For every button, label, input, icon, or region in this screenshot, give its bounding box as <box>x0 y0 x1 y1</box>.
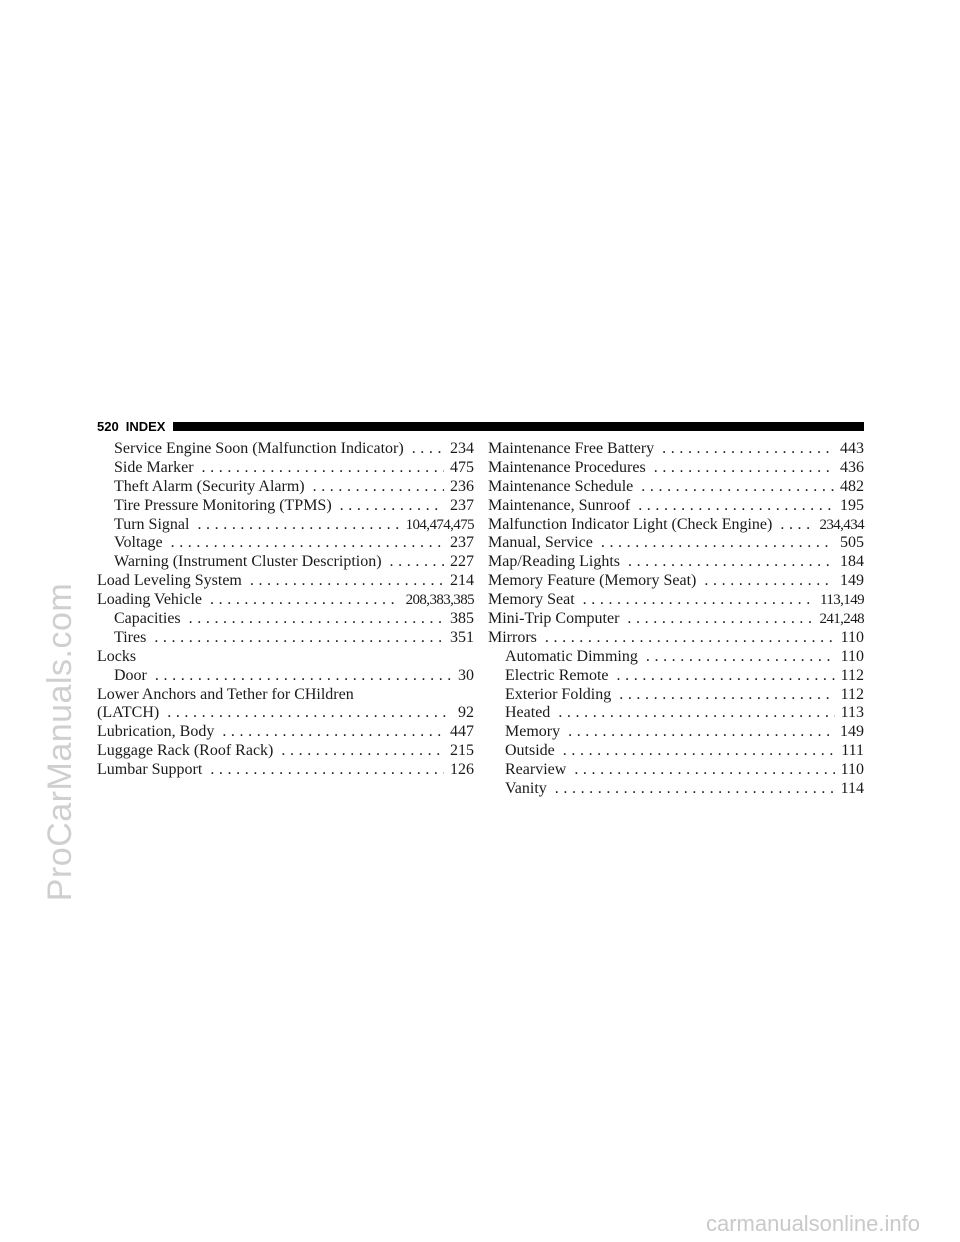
dot-leader <box>627 610 813 629</box>
index-term: Maintenance Free Battery <box>488 440 655 457</box>
index-term: Luggage Rack (Roof Rack) <box>97 742 274 760</box>
index-entry <box>488 742 864 761</box>
index-term: Door <box>114 666 147 684</box>
index-page-ref: 443 <box>840 440 864 457</box>
index-page-ref: 30 <box>458 666 474 684</box>
index-page-ref: 436 <box>840 458 864 476</box>
dot-leader <box>601 534 834 553</box>
index-term: Theft Alarm (Security Alarm) <box>114 477 305 495</box>
dot-leader <box>197 516 399 535</box>
index-page-ref: 195 <box>840 496 864 514</box>
index-entry <box>97 667 474 686</box>
index-entry <box>488 723 864 742</box>
index-term: Maintenance Procedures <box>488 458 646 476</box>
index-entry <box>488 667 864 686</box>
index-column-left <box>97 440 474 780</box>
dot-leader <box>210 591 400 610</box>
index-entry <box>488 497 864 516</box>
dot-leader <box>313 478 444 497</box>
index-term: Automatic Dimming <box>505 647 638 665</box>
dot-leader <box>390 553 444 572</box>
index-term: Side Marker <box>114 458 194 476</box>
index-page-ref: 214 <box>450 572 474 590</box>
dot-leader <box>202 459 444 478</box>
dot-leader <box>563 742 835 761</box>
index-entry <box>488 478 864 497</box>
dot-leader <box>250 572 444 591</box>
index-entry <box>488 440 864 459</box>
index-page-ref: 208,383,385 <box>405 592 474 609</box>
index-page-ref: 149 <box>840 572 864 590</box>
dot-leader <box>568 723 834 742</box>
index-term: Electric Remote <box>505 666 609 684</box>
index-entry <box>488 591 864 610</box>
index-page-ref: 126 <box>450 761 474 779</box>
index-term: Mirrors <box>488 628 537 646</box>
dot-leader <box>780 516 813 535</box>
index-entry <box>97 440 474 459</box>
index-term: Turn Signal <box>114 515 190 533</box>
index-entry <box>488 610 864 629</box>
dot-leader <box>619 686 834 705</box>
index-term: Tire Pressure Monitoring (TPMS) <box>114 496 332 514</box>
index-entry <box>97 534 474 553</box>
index-page-ref: 234 <box>450 440 474 457</box>
index-page-ref: 110 <box>840 628 864 646</box>
index-page-ref: 236 <box>450 477 474 495</box>
index-entry <box>488 704 864 723</box>
index-page-ref: 112 <box>840 666 864 684</box>
index-entry <box>97 648 474 667</box>
dot-leader <box>340 497 444 516</box>
index-term: Maintenance, Sunroof <box>488 496 631 514</box>
footer-watermark: carmanualsonline.info <box>705 1211 920 1236</box>
index-term: Lower Anchors and Tether for CHildren <box>97 685 354 703</box>
index-entry <box>97 572 474 591</box>
index-page-ref: 234,434 <box>819 516 864 533</box>
dot-leader <box>222 723 444 742</box>
index-page-ref: 149 <box>840 723 864 741</box>
index-page-ref: 110 <box>840 647 864 665</box>
index-term: Memory Feature (Memory Seat) <box>488 572 697 590</box>
dot-leader <box>545 629 835 648</box>
dot-leader <box>638 497 834 516</box>
index-entry <box>488 648 864 667</box>
index-page-ref: 113,149 <box>820 592 864 609</box>
index-entry <box>97 591 474 610</box>
index-entry <box>488 516 864 535</box>
header-rule <box>173 422 864 431</box>
dot-leader <box>555 780 835 799</box>
index-term: Rearview <box>505 761 567 779</box>
index-term: Maintenance Schedule <box>488 477 634 495</box>
index-page-ref: 110 <box>840 761 864 779</box>
index-page-ref: 505 <box>840 534 864 552</box>
index-entry <box>488 629 864 648</box>
dot-leader <box>646 648 835 667</box>
dot-leader <box>617 667 835 686</box>
index-term: Lubrication, Body <box>97 723 215 741</box>
index-entry <box>488 686 864 705</box>
index-term: (LATCH) <box>97 704 160 722</box>
index-page-ref: 482 <box>840 477 864 495</box>
index-term: Memory Seat <box>488 591 575 609</box>
index-page-ref: 92 <box>458 704 474 722</box>
index-term: Locks <box>97 647 137 665</box>
index-entry <box>488 780 864 799</box>
page-header <box>97 417 864 435</box>
index-term: Tires <box>114 628 147 646</box>
page-number: 520 <box>97 418 119 434</box>
index-term: Map/Reading Lights <box>488 553 620 571</box>
index-entry <box>97 516 474 535</box>
index-entry <box>97 761 474 780</box>
index-term: Voltage <box>114 534 163 552</box>
index-page-ref: 184 <box>840 553 864 571</box>
index-page-ref: 112 <box>840 685 864 703</box>
index-entry <box>488 459 864 478</box>
dot-leader <box>210 761 444 780</box>
dot-leader <box>558 704 834 723</box>
index-term: Lumbar Support <box>97 761 203 779</box>
index-term: Outside <box>505 742 555 760</box>
index-page-ref: 114 <box>840 780 864 798</box>
section-title: INDEX <box>125 418 166 434</box>
index-entry <box>488 534 864 553</box>
watermark-text: ProCarManuals.com <box>40 582 79 902</box>
dot-leader <box>412 440 444 459</box>
index-entry <box>97 478 474 497</box>
dot-leader <box>167 704 452 723</box>
dot-leader <box>628 553 834 572</box>
index-page-ref: 237 <box>450 534 474 552</box>
index-page-ref: 111 <box>841 742 864 760</box>
dot-leader <box>155 667 452 686</box>
dot-leader <box>654 459 834 478</box>
dot-leader <box>171 534 444 553</box>
index-entry <box>97 497 474 516</box>
index-entry <box>97 723 474 742</box>
index-page-ref: 104,474,475 <box>405 516 474 533</box>
index-page-ref: 385 <box>450 610 474 628</box>
dot-leader <box>662 440 834 459</box>
index-entry <box>97 704 474 723</box>
index-page-ref: 215 <box>450 742 474 760</box>
index-page-ref: 241,248 <box>819 611 864 628</box>
dot-leader <box>583 591 814 610</box>
index-page-ref: 475 <box>450 458 474 476</box>
index-entry <box>97 459 474 478</box>
index-entry <box>488 761 864 780</box>
index-term: Service Engine Soon (Malfunction Indicator) <box>114 440 404 457</box>
index-entry <box>97 629 474 648</box>
index-entry <box>97 610 474 629</box>
index-term: Heated <box>505 704 551 722</box>
index-term: Memory <box>505 723 561 741</box>
index-term: Mini-Trip Computer <box>488 610 620 628</box>
index-page-ref: 351 <box>450 628 474 646</box>
index-page-ref: 447 <box>450 723 474 741</box>
dot-leader <box>574 761 834 780</box>
dot-leader <box>154 629 444 648</box>
index-entry <box>97 742 474 761</box>
index-term: Manual, Service <box>488 534 593 552</box>
index-page-ref: 237 <box>450 496 474 514</box>
index-entry <box>97 686 474 705</box>
index-term: Loading Vehicle <box>97 591 203 609</box>
index-term: Exterior Folding <box>505 685 612 703</box>
index-page-ref: 227 <box>450 553 474 571</box>
index-term: Vanity <box>505 780 547 798</box>
index-entry <box>97 553 474 572</box>
index-term: Capacities <box>114 610 181 628</box>
index-term: Malfunction Indicator Light (Check Engine) <box>488 515 773 533</box>
dot-leader <box>189 610 444 629</box>
index-term: Warning (Instrument Cluster Description) <box>114 553 382 571</box>
index-column-right <box>488 440 864 799</box>
dot-leader <box>704 572 834 591</box>
index-page-ref: 113 <box>840 704 864 722</box>
index-term: Load Leveling System <box>97 572 242 590</box>
dot-leader <box>641 478 834 497</box>
index-entry <box>488 553 864 572</box>
index-entry <box>488 572 864 591</box>
dot-leader <box>281 742 444 761</box>
